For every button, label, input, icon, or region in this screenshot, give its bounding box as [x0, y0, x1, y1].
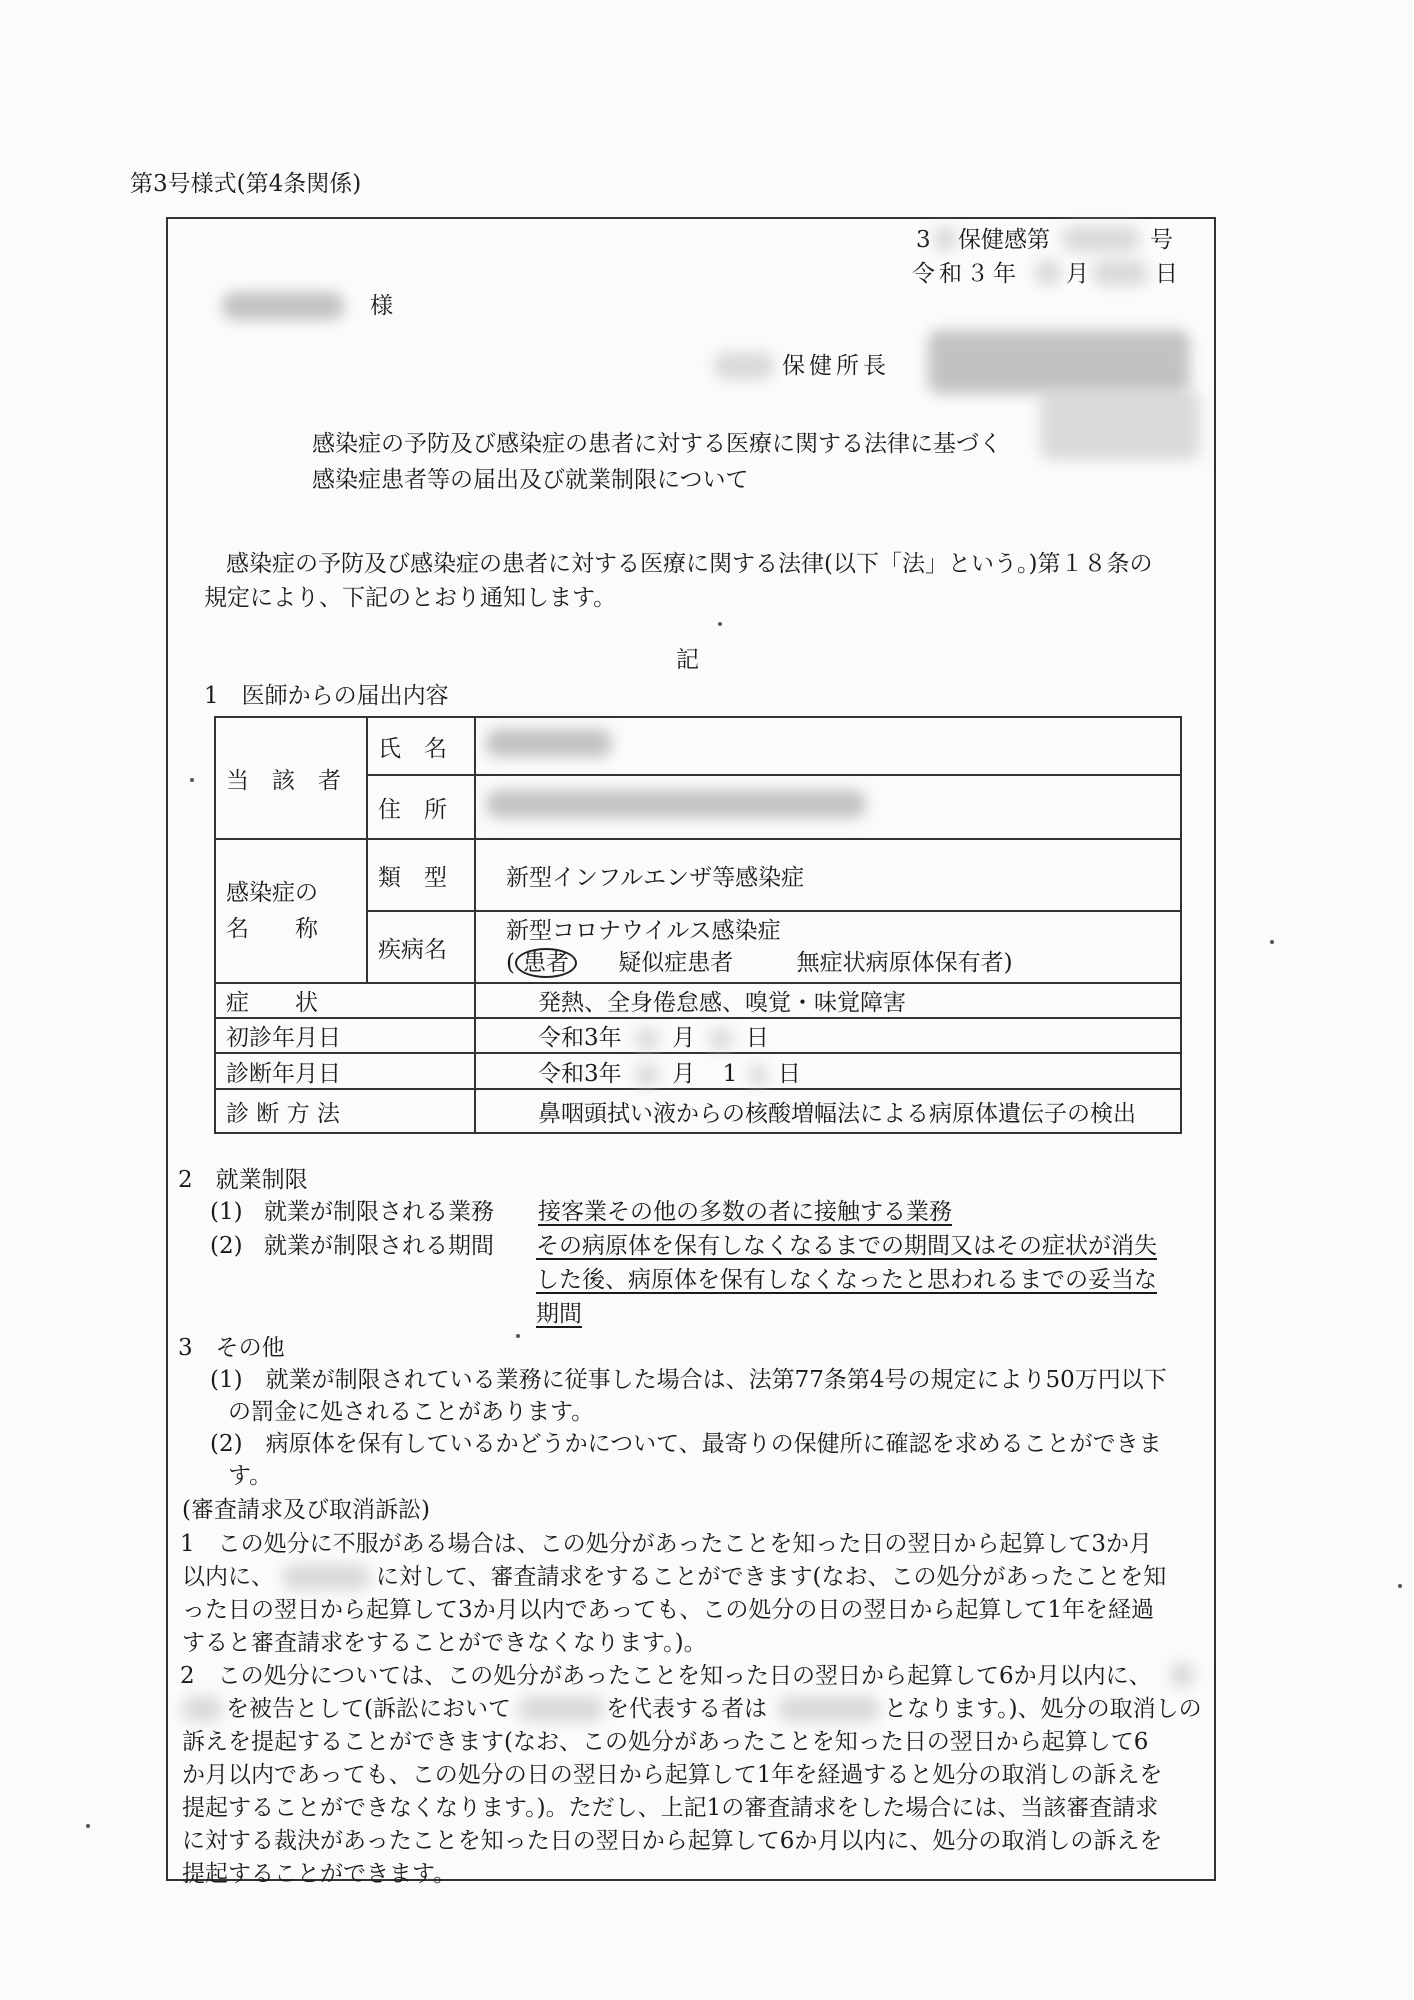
symptoms-value: 発熱、全身倦怠感、嗅覚・味覚障害 — [538, 990, 906, 1016]
addressee-suffix: 様 — [370, 293, 393, 319]
date-era: 令和３年 — [912, 261, 1020, 287]
type-value-cell — [475, 839, 1181, 911]
appeal-p1-line1: 1 この処分に不服がある場合は、この処分があったことを知った日の翌日から起算して3か月 — [180, 1531, 1153, 1557]
method-value: 鼻咽頭拭い液からの核酸増幅法による病原体遺伝子の検出 — [538, 1100, 1136, 1127]
redaction — [1092, 260, 1148, 286]
date-day: 日 — [1155, 261, 1178, 287]
doc-number-prefix: 3 — [916, 227, 931, 253]
subject-label-cell — [215, 717, 367, 839]
date-month: 月 — [1066, 261, 1089, 287]
disease-label-line2: 名 称 — [226, 916, 318, 942]
address-label: 住 所 — [378, 796, 447, 823]
redaction — [928, 330, 1190, 394]
name-value-cell — [475, 717, 1181, 775]
diagnosis-day-partial: 1 — [722, 1060, 738, 1087]
title-line2: 感染症患者等の届出及び就業制限について — [312, 467, 749, 493]
diagnosis-date-value-cell — [475, 1053, 1181, 1089]
name-label: 氏 名 — [378, 735, 447, 762]
section2-item2-value-line1: その病原体を保有しなくなるまでの期間又はその症状が消失 — [536, 1233, 1157, 1259]
method-value-cell — [475, 1089, 1181, 1133]
redaction — [1035, 260, 1061, 286]
appeal-p1-line4: すると審査請求をすることができなくなります。)。 — [182, 1630, 707, 1656]
notification-table — [214, 716, 1182, 1134]
section2-item1-num: (1) — [210, 1199, 243, 1225]
section3-item2-line2: す。 — [228, 1463, 273, 1489]
name-label-cell — [367, 717, 475, 775]
subject-label: 当 該 者 — [226, 767, 341, 794]
section2-heading: 2 就業制限 — [178, 1167, 308, 1193]
disease-name-label-cell — [367, 911, 475, 983]
appeal-p2-line4: か月以内であっても、この処分の日の翌日から起算して1年を経過すると処分の取消しの訴えを — [182, 1762, 1163, 1788]
address-label-cell — [367, 775, 475, 839]
appeal-p1-line2a: 以内に、 — [182, 1564, 274, 1590]
first-visit-label: 初診年月日 — [226, 1025, 341, 1051]
section2-item2-label: 就業が制限される期間 — [264, 1233, 494, 1259]
redaction — [486, 729, 612, 757]
section2-item1-label: 就業が制限される業務 — [264, 1199, 494, 1225]
first-visit-era: 令和3年 — [538, 1025, 622, 1051]
appeal-p2-line5: 提起することができなくなります。)。ただし、上記1の審査請求をした場合には、当該審査請求 — [182, 1795, 1159, 1821]
sender-title: 保健所長 — [782, 353, 890, 379]
status-open-paren: ( — [506, 950, 515, 976]
section2-item2-num: (2) — [210, 1233, 243, 1259]
section3-item1-line2: の罰金に処されることがあります。 — [228, 1399, 595, 1425]
redaction — [282, 1564, 370, 1590]
diagnosis-date-label-cell — [215, 1053, 475, 1089]
symptoms-label-cell — [215, 983, 475, 1018]
redaction — [778, 1696, 880, 1722]
type-value: 新型インフルエンザ等感染症 — [506, 864, 805, 891]
disease-name-label: 疾病名 — [378, 936, 447, 963]
appeal-p2-line3: 訴えを提起することができます(なお、この処分があったことを知った日の翌日から起算して6 — [182, 1729, 1149, 1755]
disease-name-value-cell — [475, 911, 1181, 983]
disease-label-cell — [215, 839, 367, 983]
appeal-p2-line2b: を代表する者は — [606, 1696, 767, 1722]
disease-label-line1: 感染症の — [226, 880, 318, 906]
appeal-p1-line3: った日の翌日から起算して3か月以内であっても、この処分の日の翌日から起算して1年を経過 — [182, 1597, 1155, 1623]
appeal-p2-line1: 2 この処分については、この処分があったことを知った日の翌日から起算して6か月以内に、 — [180, 1663, 1152, 1689]
doc-number-suffix: 号 — [1150, 227, 1173, 253]
section3-item1-line1: (1) 就業が制限されている業務に従事した場合は、法第77条第4号の規定により50万円以下 — [210, 1367, 1167, 1393]
redaction — [182, 1696, 222, 1722]
method-label: 診 断 方 法 — [226, 1100, 340, 1127]
appeal-p1-line2b: に対して、審査請求をすることができます(なお、この処分があったことを知 — [376, 1564, 1167, 1590]
diagnosis-day: 日 — [777, 1060, 801, 1087]
section3-item2-line1: (2) 病原体を保有しているかどうかについて、最寄りの保健所に確認を求めることができま — [210, 1431, 1162, 1457]
diagnosis-month: 月 — [672, 1060, 696, 1087]
diagnosis-era: 令和3年 — [538, 1060, 622, 1087]
section2-item2-value-line2: した後、病原体を保有しなくなったと思われるまでの妥当な — [536, 1267, 1157, 1293]
diagnosis-date-label: 診断年月日 — [226, 1060, 341, 1087]
first-visit-value-cell — [475, 1018, 1181, 1053]
appeal-p2-line2a: を被告として(訴訟において — [226, 1696, 511, 1722]
status-carrier: 無症状病原体保有者) — [796, 950, 1013, 976]
redaction — [1170, 1662, 1194, 1688]
status-patient-circled: 患者 — [515, 948, 577, 978]
seal-redaction — [1040, 390, 1200, 460]
appeal-p2-line6: に対する裁決があったことを知った日の翌日から起算して6か月以内に、処分の取消しの訴えを — [182, 1828, 1163, 1854]
redaction — [518, 1696, 604, 1722]
appeal-p2-line7: 提起することができます。 — [182, 1861, 457, 1887]
appeal-p2-line2c: となります。)、処分の取消しの — [884, 1696, 1202, 1722]
section2-item2-value-line3: 期間 — [536, 1301, 582, 1327]
first-visit-month: 月 — [672, 1025, 696, 1051]
disease-name-value: 新型コロナウイルス感染症 — [506, 918, 781, 944]
form-id: 第3号様式(第4条関係) — [130, 171, 362, 197]
first-visit-day: 日 — [745, 1025, 769, 1051]
section1-heading: 1 医師からの届出内容 — [204, 683, 449, 709]
section3-heading: 3 その他 — [178, 1335, 285, 1361]
intro-line2: 規定により、下記のとおり通知します。 — [204, 585, 617, 611]
method-label-cell — [215, 1089, 475, 1133]
doc-number-mid: 保健感第 — [958, 227, 1050, 253]
redaction — [934, 226, 956, 252]
symptoms-value-cell — [475, 983, 1181, 1018]
type-label: 類 型 — [378, 864, 447, 891]
first-visit-label-cell — [215, 1018, 475, 1053]
address-value-cell — [475, 775, 1181, 839]
title-line1: 感染症の予防及び感染症の患者に対する医療に関する法律に基づく — [312, 431, 1002, 457]
intro-line1: 感染症の予防及び感染症の患者に対する医療に関する法律(以下「法」という。)第１８条の — [226, 551, 1153, 577]
redaction — [486, 790, 866, 818]
redaction — [222, 292, 344, 320]
type-label-cell — [367, 839, 475, 911]
section2-item1-value: 接客業その他の多数の者に接触する業務 — [538, 1199, 952, 1225]
redaction — [714, 352, 774, 380]
appeal-heading: (審査請求及び取消訴訟) — [182, 1497, 430, 1523]
symptoms-label: 症 状 — [226, 990, 318, 1016]
status-suspected: 疑似症患者 — [618, 950, 734, 976]
ki-marker: 記 — [676, 647, 699, 673]
redaction — [1062, 226, 1140, 252]
